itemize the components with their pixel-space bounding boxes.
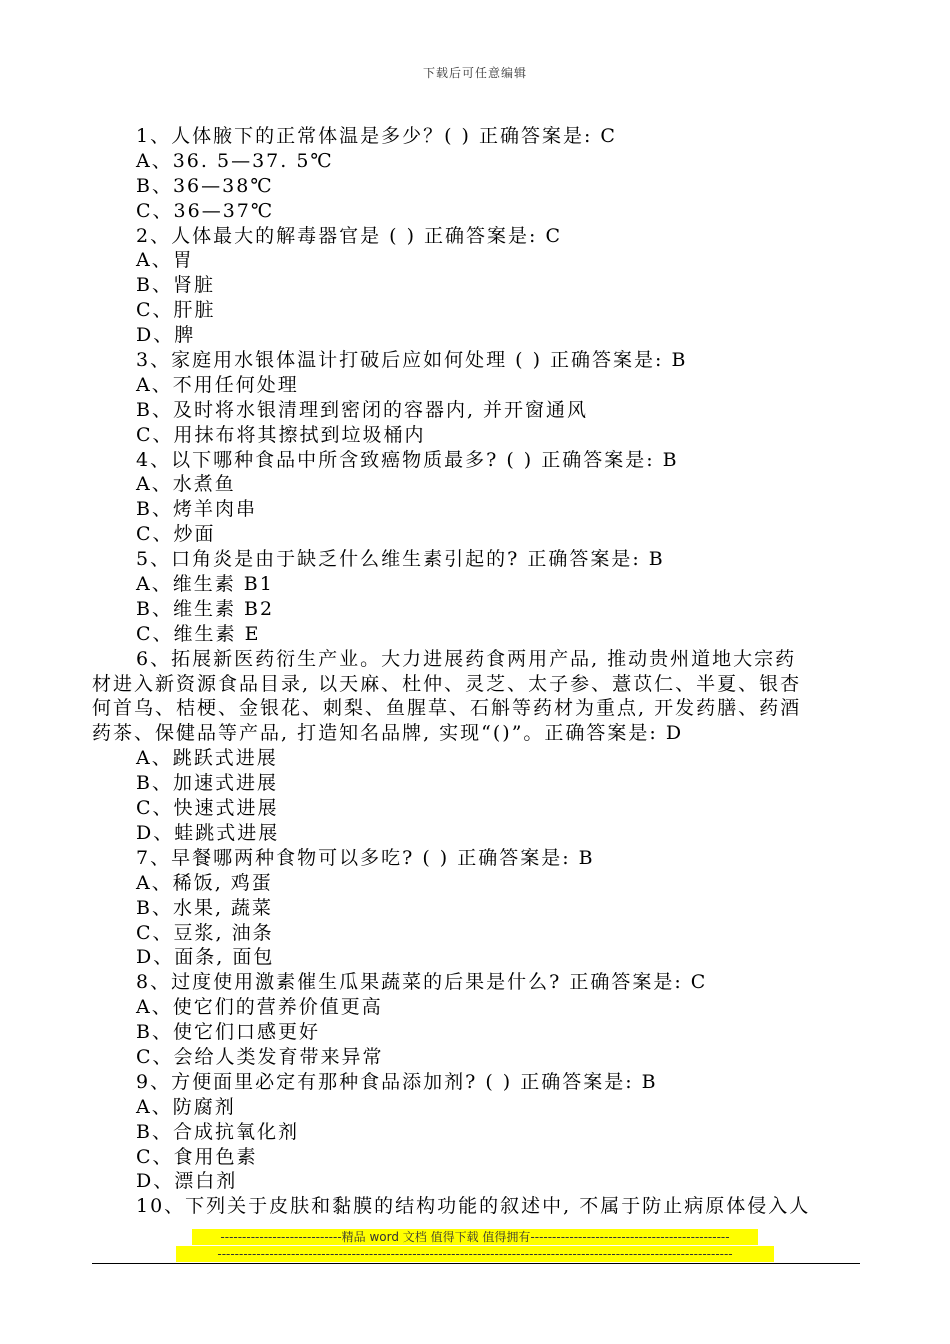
option-line: D、脾 <box>136 324 196 347</box>
option-line: B、水果, 蔬菜 <box>136 896 274 919</box>
footer-banner-dashes: ----------------------------------------------------------------------------------------------------------------------- <box>176 1246 774 1262</box>
option-line: C、肝脏 <box>136 299 216 322</box>
option-line: B、合成抗氧化剂 <box>136 1120 299 1143</box>
question-line: 2、人体最大的解毒器官是 ( ) 正确答案是: C <box>136 224 563 247</box>
question-line: 6、拓展新医药衍生产业。大力进展药食两用产品, 推动贵州道地大宗药 <box>136 647 797 670</box>
option-line: D、漂白剂 <box>136 1170 238 1193</box>
question-line: 5、口角炎是由于缺乏什么维生素引起的? 正确答案是: B <box>136 548 665 571</box>
option-line: C、食用色素 <box>136 1145 258 1168</box>
question-line: 1、人体腋下的正常体温是多少？( ) 正确答案是: C <box>136 125 617 147</box>
option-line: A、维生素 B1 <box>136 573 274 596</box>
footer-banner: ----------------------------精品 word 文档 值得下载 值得拥有---------------------------------------------- <box>192 1229 758 1245</box>
question-line: 3、家庭用水银体温计打破后应如何处理 ( ) 正确答案是: B <box>136 349 688 372</box>
option-line: A、水煮鱼 <box>136 473 236 496</box>
question-line: 9、方便面里必定有那种食品添加剂? ( ) 正确答案是: B <box>136 1070 658 1093</box>
document-body <box>92 124 860 1219</box>
option-line: B、加速式进展 <box>136 772 278 795</box>
question-continuation-line: 材进入新资源食品目录, 以天麻、杜仲、灵芝、太子参、薏苡仁、半夏、银杏 <box>92 672 802 695</box>
question-line: 7、早餐哪两种食物可以多吃? ( ) 正确答案是: B <box>136 846 595 869</box>
option-line: A、胃 <box>136 249 194 272</box>
option-line: D、面条, 面包 <box>136 946 275 969</box>
option-line: B、36—38℃ <box>136 174 274 197</box>
option-line: B、维生素 B2 <box>136 597 275 620</box>
question-continuation-line: 药茶、保健品等产品, 打造知名品牌, 实现“()”。正确答案是: D <box>92 722 684 745</box>
option-line: B、及时将水银清理到密闭的容器内, 并开窗通风 <box>136 398 589 421</box>
option-line: C、36—37℃ <box>136 199 275 222</box>
option-line: C、用抹布将其擦拭到垃圾桶内 <box>136 423 426 446</box>
option-line: B、烤羊肉串 <box>136 498 257 521</box>
question-continuation-line: 何首乌、桔梗、金银花、刺梨、鱼腥草、石斛等药材为重点, 开发药膳、药酒 <box>92 697 802 720</box>
option-line: C、维生素 E <box>136 622 261 645</box>
question-line: 10、下列关于皮肤和黏膜的结构功能的叙述中, 不属于防止病原体侵入人 <box>136 1195 811 1218</box>
page-header: 下载后可任意编辑 <box>422 66 527 80</box>
option-line: B、肾脏 <box>136 274 215 297</box>
question-line: 8、过度使用激素催生瓜果蔬菜的后果是什么? 正确答案是: C <box>136 971 708 994</box>
question-line: 4、以下哪种食品中所含致癌物质最多? ( ) 正确答案是: B <box>136 448 679 471</box>
option-line: C、豆浆, 油条 <box>136 921 274 944</box>
option-line: D、蛙跳式进展 <box>136 821 280 844</box>
option-line: A、防腐剂 <box>136 1095 236 1118</box>
option-line: C、快速式进展 <box>136 797 279 820</box>
option-line: A、不用任何处理 <box>136 373 299 396</box>
option-line: A、使它们的营养价值更高 <box>136 996 383 1019</box>
option-line: A、稀饭, 鸡蛋 <box>136 871 273 894</box>
option-line: B、使它们口感更好 <box>136 1021 320 1044</box>
footer-rule <box>92 1263 860 1264</box>
option-line: C、会给人类发育带来异常 <box>136 1045 384 1068</box>
option-line: A、跳跃式进展 <box>136 747 278 770</box>
option-line: A、36. 5—37. 5℃ <box>136 149 334 172</box>
option-line: C、炒面 <box>136 523 216 546</box>
